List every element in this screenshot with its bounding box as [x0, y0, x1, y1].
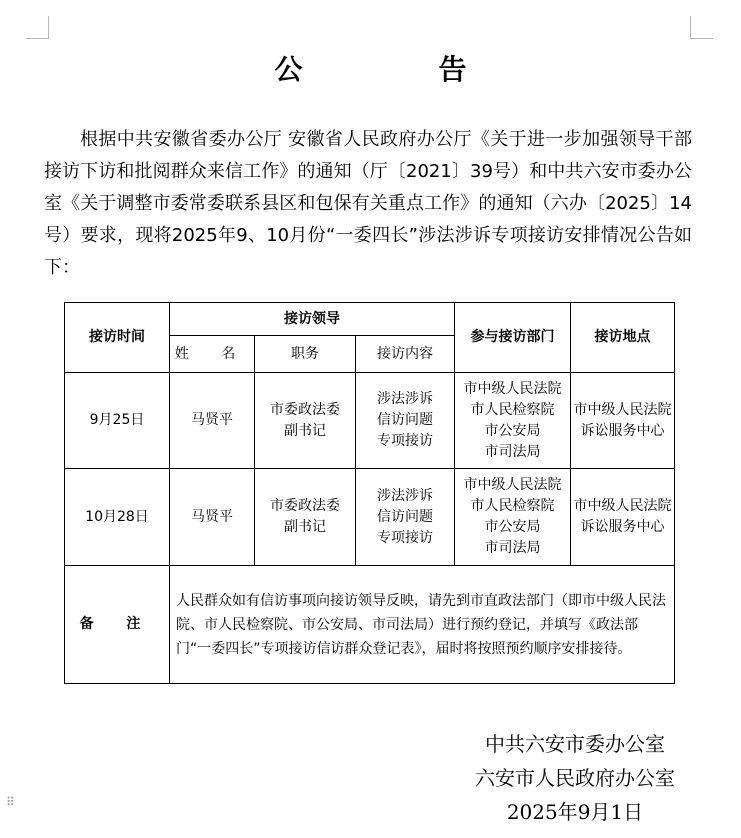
page-corner-mark-left	[26, 16, 49, 39]
header-position: 职务	[255, 336, 356, 373]
cell-location: 市中级人民法院 诉讼服务中心	[571, 373, 675, 469]
header-leader-group: 接访领导	[170, 303, 455, 336]
cell-time: 9月25日	[65, 373, 170, 469]
header-location: 接访地点	[571, 303, 675, 373]
signature-org-2: 六安市人民政府办公室	[475, 766, 675, 790]
header-content: 接访内容	[356, 336, 455, 373]
table-header-row	[65, 303, 675, 336]
cell-content: 涉法涉诉 信访问题 专项接访	[356, 373, 455, 469]
cell-departments: 市中级人民法院 市人民检察院 市公安局 市司法局	[455, 373, 571, 469]
header-name: 姓 名	[170, 336, 255, 373]
cell-name: 马贤平	[170, 373, 255, 469]
schedule-table	[64, 302, 675, 684]
announcement-body: 根据中共安徽省委办公厅 安徽省人民政府办公厅《关于进一步加强领导干部接访下访和批阅群众来信工作》的通知（厅〔2021〕39号）和中共六安市委办公室《关于调整市委常委联系县区和包保有关重点工作》的通知（六办〔2025〕14号）要求，现将2025年9、10月份“一委四长”涉法涉诉专项接访安排情况公告如下：	[44, 129, 692, 278]
document-title: 公 告	[274, 53, 521, 86]
note-label: 备 注	[65, 566, 170, 684]
cell-time: 10月28日	[65, 469, 170, 566]
cell-position: 市委政法委 副书记	[255, 373, 356, 469]
cell-content: 涉法涉诉 信访问题 专项接访	[356, 469, 455, 566]
table-row	[65, 469, 675, 566]
cell-location: 市中级人民法院 诉讼服务中心	[571, 469, 675, 566]
cell-position: 市委政法委 副书记	[255, 469, 356, 566]
cell-departments: 市中级人民法院 市人民检察院 市公安局 市司法局	[455, 469, 571, 566]
page-corner-mark-right	[690, 16, 713, 39]
signature-date: 2025年9月1日	[506, 800, 644, 824]
table-note-row	[65, 566, 675, 684]
header-time: 接访时间	[65, 303, 170, 373]
drag-handle-icon[interactable]: ⠿	[6, 795, 14, 809]
signature-org-1: 中共六安市委办公室	[485, 732, 665, 756]
table-row	[65, 373, 675, 469]
note-text: 人民群众如有信访事项向接访领导反映，请先到市直政法部门（即市中级人民法院、市人民检察院、市公安局、市司法局）进行预约登记，并填写《政法部门“一委四长”专项接访信访群众登记表》，届时将按照预约顺序安排接待。	[170, 566, 675, 684]
cell-name: 马贤平	[170, 469, 255, 566]
header-departments: 参与接访部门	[455, 303, 571, 373]
